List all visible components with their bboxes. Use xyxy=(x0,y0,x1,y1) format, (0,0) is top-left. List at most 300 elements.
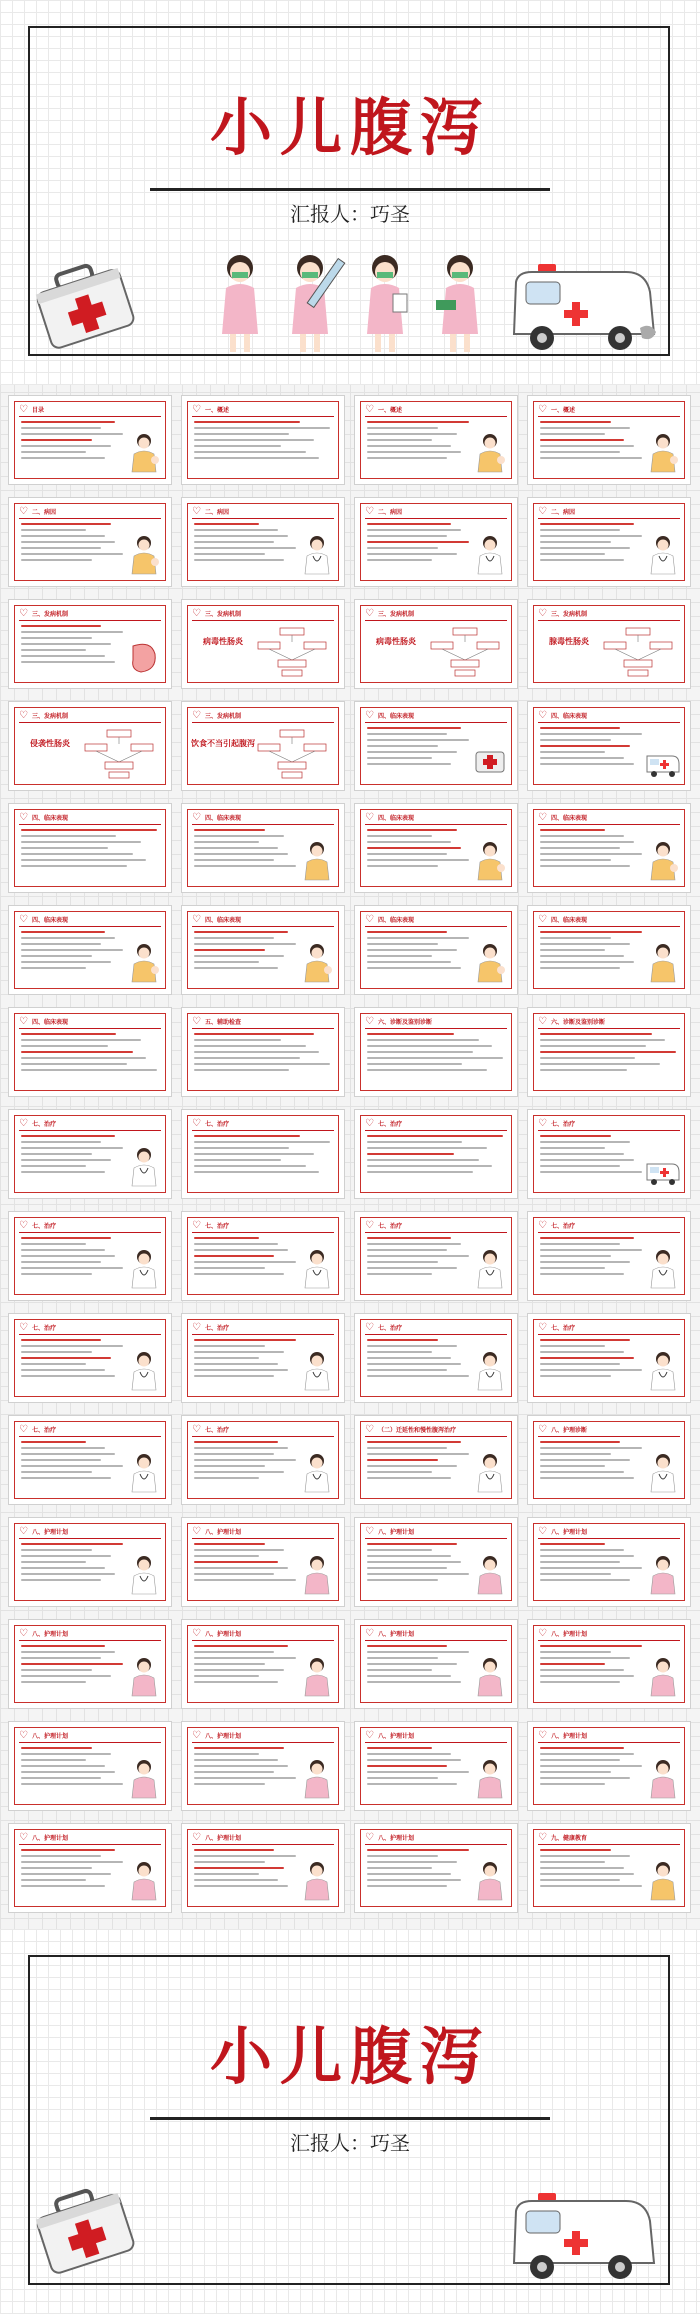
heart-icon: ♡ xyxy=(19,913,28,925)
slide-header xyxy=(192,811,241,824)
slide-title: 八、护理计划 xyxy=(205,1529,242,1536)
slide-body-text xyxy=(21,1135,123,1177)
slide-title: 七、治疗 xyxy=(32,1121,57,1128)
slide-thumbnail[interactable] xyxy=(181,1517,345,1607)
slide-header-rule xyxy=(192,1334,334,1335)
heart-icon: ♡ xyxy=(538,709,547,721)
slide-header xyxy=(192,1015,241,1028)
heart-icon: ♡ xyxy=(192,1525,201,1537)
slide-body-text xyxy=(367,1033,503,1075)
heart-icon: ♡ xyxy=(19,1627,28,1639)
slide-title: 三、发病机制 xyxy=(551,611,588,618)
slide-header xyxy=(192,1525,241,1538)
nurse-with-child-icon xyxy=(127,432,161,476)
slide-header-rule xyxy=(19,1334,161,1335)
slide-thumbnail[interactable] xyxy=(354,1823,518,1913)
heart-icon: ♡ xyxy=(192,1627,201,1639)
ambulance-icon xyxy=(508,2191,658,2291)
heart-icon: ♡ xyxy=(19,1525,28,1537)
slide-thumbnail[interactable] xyxy=(354,905,518,995)
cover-reporter: 汇报人：巧圣 xyxy=(290,202,410,226)
slide-center-heading: 病毒性肠炎 xyxy=(203,637,243,646)
slide-thumbnail[interactable] xyxy=(8,1211,172,1301)
slide-title: 八、护理计划 xyxy=(378,1529,415,1536)
slide-thumbnail[interactable] xyxy=(8,1619,172,1709)
slide-header-rule xyxy=(19,1844,161,1845)
slide-thumbnail[interactable] xyxy=(354,803,518,893)
nurse-icon xyxy=(646,1554,680,1598)
slide-title: 三、发病机制 xyxy=(32,713,69,720)
slide-thumbnail-grid xyxy=(8,395,692,1913)
heart-child-icon xyxy=(473,840,507,884)
slide-body-text xyxy=(540,1543,642,1585)
slide-title: 四、临床表现 xyxy=(205,917,242,924)
flow-diagram xyxy=(598,626,678,678)
slide-body-text xyxy=(21,1645,123,1687)
slide-thumbnail[interactable] xyxy=(8,1823,172,1913)
slide-body-text xyxy=(367,931,469,973)
slide-thumbnail[interactable] xyxy=(8,497,172,587)
slide-title: 八、护理计划 xyxy=(32,1733,69,1740)
slide-thumbnail[interactable] xyxy=(354,1211,518,1301)
baby-icon xyxy=(127,942,161,986)
slide-header xyxy=(192,1423,229,1436)
slide-title: 三、发病机制 xyxy=(378,611,415,618)
slide-title: 四、临床表现 xyxy=(32,815,69,822)
slide-title: 五、辅助检查 xyxy=(205,1019,242,1026)
slide-body-text xyxy=(367,1849,469,1891)
first-aid-kit-icon xyxy=(30,2187,140,2277)
slide-title: 七、治疗 xyxy=(205,1325,230,1332)
slide-header-rule xyxy=(192,1538,334,1539)
slide-thumbnail[interactable] xyxy=(354,395,518,485)
slide-header-rule xyxy=(538,620,680,621)
family-icon xyxy=(646,432,680,476)
doctor-icon xyxy=(127,1452,161,1496)
nurse-icon xyxy=(473,1554,507,1598)
slide-header-rule xyxy=(365,824,507,825)
slide-title: 四、临床表现 xyxy=(551,917,588,924)
slide-thumbnail[interactable] xyxy=(8,1313,172,1403)
slide-header xyxy=(365,1627,414,1640)
slide-thumbnail[interactable] xyxy=(181,1007,345,1097)
heart-icon: ♡ xyxy=(192,1423,201,1435)
slide-title: 七、治疗 xyxy=(551,1121,576,1128)
nurse-icon xyxy=(127,1860,161,1904)
slide-body-text xyxy=(194,1441,296,1483)
slide-header-rule xyxy=(192,1232,334,1233)
slide-body-text xyxy=(194,1747,296,1789)
slide-header xyxy=(365,1321,402,1334)
slide-header xyxy=(19,1423,56,1436)
slide-header xyxy=(538,1525,587,1538)
slide-thumbnail[interactable] xyxy=(354,599,518,689)
slide-body-text xyxy=(21,1543,123,1585)
slide-thumbnail[interactable] xyxy=(181,497,345,587)
heart-icon: ♡ xyxy=(192,913,201,925)
slide-header xyxy=(538,913,587,926)
heart-icon: ♡ xyxy=(538,505,547,517)
slide-header xyxy=(538,709,587,722)
slide-body-text xyxy=(540,1645,642,1687)
slide-thumbnail[interactable] xyxy=(181,1619,345,1709)
slide-header xyxy=(538,1015,605,1028)
slide-thumbnail[interactable] xyxy=(527,497,691,587)
slide-header-rule xyxy=(19,926,161,927)
slide-header xyxy=(19,1321,56,1334)
slide-body-text xyxy=(367,1747,469,1789)
slide-body-text xyxy=(367,421,469,463)
slide-body-text xyxy=(367,523,469,565)
mother-child-icon xyxy=(646,840,680,884)
slide-header-rule xyxy=(365,1130,507,1131)
slide-body-text xyxy=(540,1033,676,1075)
flow-diagram xyxy=(425,626,505,678)
slide-thumbnail[interactable] xyxy=(527,1823,691,1913)
heart-icon: ♡ xyxy=(538,1423,547,1435)
slide-header xyxy=(365,1219,402,1232)
heart-icon: ♡ xyxy=(365,913,374,925)
slide-body-text xyxy=(194,421,330,463)
heart-icon: ♡ xyxy=(538,1117,547,1129)
slide-header-rule xyxy=(19,1130,161,1131)
slide-body-text xyxy=(540,1849,642,1891)
slide-thumbnail[interactable] xyxy=(527,1007,691,1097)
slide-body-text xyxy=(540,1135,642,1177)
doctor-icon xyxy=(300,1452,334,1496)
cover-slide[interactable] xyxy=(0,0,700,385)
slide-header xyxy=(192,607,241,620)
doctor-icon xyxy=(127,1554,161,1598)
slide-title: 四、临床表现 xyxy=(378,713,415,720)
slide-thumbnail[interactable] xyxy=(527,1721,691,1811)
slide-title: 一、概述 xyxy=(551,407,576,414)
slide-header xyxy=(365,811,414,824)
slide-thumbnail[interactable] xyxy=(8,1721,172,1811)
slide-header-rule xyxy=(365,722,507,723)
slide-body-text xyxy=(21,421,123,463)
heart-icon: ♡ xyxy=(538,1321,547,1333)
slide-thumbnail[interactable] xyxy=(8,701,172,791)
slide-thumbnail[interactable] xyxy=(354,701,518,791)
slide-thumbnail[interactable] xyxy=(8,1109,172,1199)
slide-title: 七、治疗 xyxy=(378,1325,403,1332)
heart-icon: ♡ xyxy=(365,1423,374,1435)
slide-thumbnail[interactable] xyxy=(181,701,345,791)
heart-icon: ♡ xyxy=(192,811,201,823)
slide-thumbnail[interactable] xyxy=(354,1721,518,1811)
slide-thumbnail[interactable] xyxy=(181,599,345,689)
slide-header xyxy=(365,1525,414,1538)
slide-header xyxy=(538,1729,587,1742)
heart-icon: ♡ xyxy=(365,607,374,619)
heart-icon: ♡ xyxy=(19,505,28,517)
slide-thumbnail[interactable] xyxy=(8,395,172,485)
slide-body-text xyxy=(194,1849,296,1891)
slide-header xyxy=(538,1117,575,1130)
slide-thumbnail[interactable] xyxy=(527,1619,691,1709)
slide-title: 四、临床表现 xyxy=(551,713,588,720)
flow-diagram xyxy=(252,728,332,780)
slide-center-heading: 侵袭性肠炎 xyxy=(30,739,70,748)
slide-header-rule xyxy=(192,1130,334,1131)
slide-thumbnail[interactable] xyxy=(8,599,172,689)
slide-header xyxy=(19,1831,68,1844)
heart-icon: ♡ xyxy=(19,403,28,415)
slide-header xyxy=(192,913,241,926)
slide-header xyxy=(365,1831,414,1844)
slide-title: 八、护理计划 xyxy=(378,1733,415,1740)
heart-icon: ♡ xyxy=(192,1219,201,1231)
slide-header-rule xyxy=(365,1742,507,1743)
slide-title: 八、护理计划 xyxy=(551,1733,588,1740)
slide-header xyxy=(192,403,229,416)
heart-icon: ♡ xyxy=(538,1729,547,1741)
slide-header-rule xyxy=(192,1028,334,1029)
slide-header xyxy=(365,1117,402,1130)
slide-header-rule xyxy=(538,416,680,417)
slide-title: 三、发病机制 xyxy=(205,611,242,618)
slide-header xyxy=(19,1117,56,1130)
slide-title: 四、临床表现 xyxy=(378,917,415,924)
slide-header xyxy=(192,1321,229,1334)
heart-icon: ♡ xyxy=(538,1219,547,1231)
slide-thumbnail[interactable] xyxy=(354,1007,518,1097)
slide-header xyxy=(19,1729,68,1742)
slide-thumbnail[interactable] xyxy=(181,395,345,485)
stethoscope-icon xyxy=(646,1248,680,1292)
slide-body-text xyxy=(21,1339,123,1381)
slide-thumbnail[interactable] xyxy=(527,1517,691,1607)
ambulance-icon xyxy=(646,1146,680,1190)
slide-thumbnail[interactable] xyxy=(8,905,172,995)
slide-header-rule xyxy=(538,1130,680,1131)
slide-header-rule xyxy=(19,722,161,723)
slide-header-rule xyxy=(192,620,334,621)
closing-slide[interactable] xyxy=(0,1929,700,2314)
slide-thumbnail[interactable] xyxy=(354,1313,518,1403)
slide-title: 九、健康教育 xyxy=(551,1835,588,1842)
slide-title: 八、护理计划 xyxy=(32,1529,69,1536)
slide-title: 七、治疗 xyxy=(378,1121,403,1128)
nurse-icon xyxy=(300,1860,334,1904)
slide-thumbnail[interactable] xyxy=(354,1619,518,1709)
hand-chart-icon xyxy=(300,840,334,884)
slide-thumbnail[interactable] xyxy=(527,803,691,893)
slide-thumbnail[interactable] xyxy=(181,1823,345,1913)
slide-header xyxy=(538,1423,587,1436)
first-aid-kit-icon xyxy=(473,738,507,782)
doctor-icon xyxy=(300,534,334,578)
slide-body-text xyxy=(194,931,296,973)
heart-icon: ♡ xyxy=(538,1831,547,1843)
heart-icon: ♡ xyxy=(365,403,374,415)
heart-icon: ♡ xyxy=(365,505,374,517)
slide-thumbnail[interactable] xyxy=(527,1211,691,1301)
slide-thumbnail[interactable] xyxy=(181,803,345,893)
slide-title: （二）迁延性和慢性腹泻治疗 xyxy=(378,1427,457,1434)
slide-title: 七、治疗 xyxy=(551,1325,576,1332)
doctor-icon xyxy=(646,534,680,578)
slide-body-text xyxy=(540,421,642,463)
stethoscope-icon xyxy=(646,1350,680,1394)
slide-body-text xyxy=(21,931,123,973)
slide-title: 一、概述 xyxy=(205,407,230,414)
heart-icon: ♡ xyxy=(19,811,28,823)
heart-icon: ♡ xyxy=(538,913,547,925)
slide-thumbnail[interactable] xyxy=(354,1517,518,1607)
slide-thumbnail[interactable] xyxy=(181,1313,345,1403)
slide-title: 八、护理计划 xyxy=(205,1835,242,1842)
slide-thumbnail[interactable] xyxy=(527,701,691,791)
heart-icon: ♡ xyxy=(538,403,547,415)
flow-diagram xyxy=(79,728,159,780)
slide-body-text xyxy=(540,523,642,565)
ambulance-icon xyxy=(508,262,658,362)
heart-icon: ♡ xyxy=(365,1321,374,1333)
nurse-icon xyxy=(473,1656,507,1700)
slide-thumbnail[interactable] xyxy=(181,1721,345,1811)
slide-thumbnail[interactable] xyxy=(8,803,172,893)
slide-header-rule xyxy=(365,1232,507,1233)
heart-icon: ♡ xyxy=(19,1015,28,1027)
slide-header-rule xyxy=(365,1538,507,1539)
heart-icon: ♡ xyxy=(192,505,201,517)
slide-body-text xyxy=(21,1237,123,1279)
slide-title: 八、护理计划 xyxy=(551,1529,588,1536)
stethoscope-icon xyxy=(300,1350,334,1394)
cover-title: 小儿腹泻 xyxy=(209,91,490,164)
heart-icon: ♡ xyxy=(19,1423,28,1435)
slide-body-text xyxy=(367,1645,469,1687)
nurse-icon xyxy=(646,1758,680,1802)
slide-body-text xyxy=(540,727,642,769)
heart-icon: ♡ xyxy=(365,1729,374,1741)
doctor-icon xyxy=(473,534,507,578)
slide-header-rule xyxy=(538,722,680,723)
slide-header xyxy=(365,1423,456,1436)
doctor-icon xyxy=(473,1452,507,1496)
slide-thumbnail[interactable] xyxy=(181,905,345,995)
stethoscope-icon xyxy=(473,1350,507,1394)
slide-header-rule xyxy=(192,926,334,927)
slide-title: 三、发病机制 xyxy=(32,611,69,618)
flow-diagram xyxy=(252,626,332,678)
slide-body-text xyxy=(194,829,296,871)
slide-thumbnail[interactable] xyxy=(354,497,518,587)
slide-header xyxy=(365,1729,414,1742)
slide-title: 三、发病机制 xyxy=(205,713,242,720)
nurse-icon xyxy=(127,1656,161,1700)
slide-header-rule xyxy=(365,620,507,621)
heart-icon: ♡ xyxy=(192,709,201,721)
slide-header-rule xyxy=(538,1538,680,1539)
heart-icon: ♡ xyxy=(365,811,374,823)
heart-icon: ♡ xyxy=(19,1219,28,1231)
heart-icon: ♡ xyxy=(365,1627,374,1639)
slide-thumbnail[interactable] xyxy=(527,599,691,689)
slide-title: 二、病因 xyxy=(378,509,403,516)
slide-header xyxy=(192,1729,241,1742)
slide-thumbnail[interactable] xyxy=(181,1415,345,1505)
closing-reporter: 汇报人：巧圣 xyxy=(290,2131,410,2155)
slide-header-rule xyxy=(365,1028,507,1029)
slide-header-rule xyxy=(19,1232,161,1233)
slide-body-text xyxy=(194,1645,296,1687)
heart-icon: ♡ xyxy=(19,1321,28,1333)
slide-header-rule xyxy=(538,1742,680,1743)
nurse-icon xyxy=(473,1758,507,1802)
slide-thumbnail[interactable] xyxy=(527,905,691,995)
slide-body-text xyxy=(367,1441,469,1483)
nurse-icon xyxy=(473,1860,507,1904)
slide-header-rule xyxy=(538,1436,680,1437)
heart-icon: ♡ xyxy=(538,607,547,619)
slide-body-text xyxy=(194,1135,330,1177)
slide-thumbnail[interactable] xyxy=(8,1007,172,1097)
slide-header-rule xyxy=(192,518,334,519)
slide-header xyxy=(538,1627,587,1640)
slide-body-text xyxy=(194,1237,296,1279)
slide-thumbnail[interactable] xyxy=(181,1211,345,1301)
heart-icon: ♡ xyxy=(365,1117,374,1129)
slide-header-rule xyxy=(192,824,334,825)
slide-thumbnail[interactable] xyxy=(527,395,691,485)
nurse-icon xyxy=(127,1758,161,1802)
slide-header-rule xyxy=(19,1742,161,1743)
slide-header-rule xyxy=(19,824,161,825)
slide-body-text xyxy=(21,1033,157,1075)
heart-icon: ♡ xyxy=(19,709,28,721)
slide-thumbnail[interactable] xyxy=(354,1415,518,1505)
stethoscope-icon xyxy=(127,1248,161,1292)
slide-center-heading: 病毒性肠炎 xyxy=(376,637,416,646)
slide-thumbnail[interactable] xyxy=(8,1517,172,1607)
mother-child-icon xyxy=(300,942,334,986)
first-aid-kit-icon xyxy=(30,262,140,352)
slide-body-text xyxy=(540,931,642,973)
slide-header xyxy=(19,1015,68,1028)
slide-title: 四、临床表现 xyxy=(32,1019,69,1026)
heart-icon: ♡ xyxy=(19,1117,28,1129)
slide-header xyxy=(19,1627,68,1640)
slide-title: 二、病因 xyxy=(32,509,57,516)
slide-title: 四、临床表现 xyxy=(551,815,588,822)
heart-icon: ♡ xyxy=(192,1015,201,1027)
slide-header-rule xyxy=(365,1640,507,1641)
slide-header xyxy=(365,709,414,722)
slide-header-rule xyxy=(192,722,334,723)
slide-thumbnail[interactable] xyxy=(354,1109,518,1199)
slide-thumbnail[interactable] xyxy=(527,1415,691,1505)
slide-thumbnail[interactable] xyxy=(527,1109,691,1199)
slide-header-rule xyxy=(538,1640,680,1641)
slide-title: 八、护理计划 xyxy=(551,1631,588,1638)
slide-header xyxy=(365,1015,432,1028)
slide-thumbnail[interactable] xyxy=(527,1313,691,1403)
slide-thumbnail[interactable] xyxy=(181,1109,345,1199)
slide-title: 八、护理诊断 xyxy=(551,1427,588,1434)
slide-header xyxy=(192,1831,241,1844)
slide-body-text xyxy=(194,1033,330,1075)
slide-header xyxy=(538,811,587,824)
slide-header-rule xyxy=(365,1334,507,1335)
slide-title: 四、临床表现 xyxy=(378,815,415,822)
school-kids-icon xyxy=(646,1860,680,1904)
stethoscope-icon xyxy=(300,1248,334,1292)
family-icon xyxy=(473,942,507,986)
slide-thumbnail[interactable] xyxy=(8,1415,172,1505)
